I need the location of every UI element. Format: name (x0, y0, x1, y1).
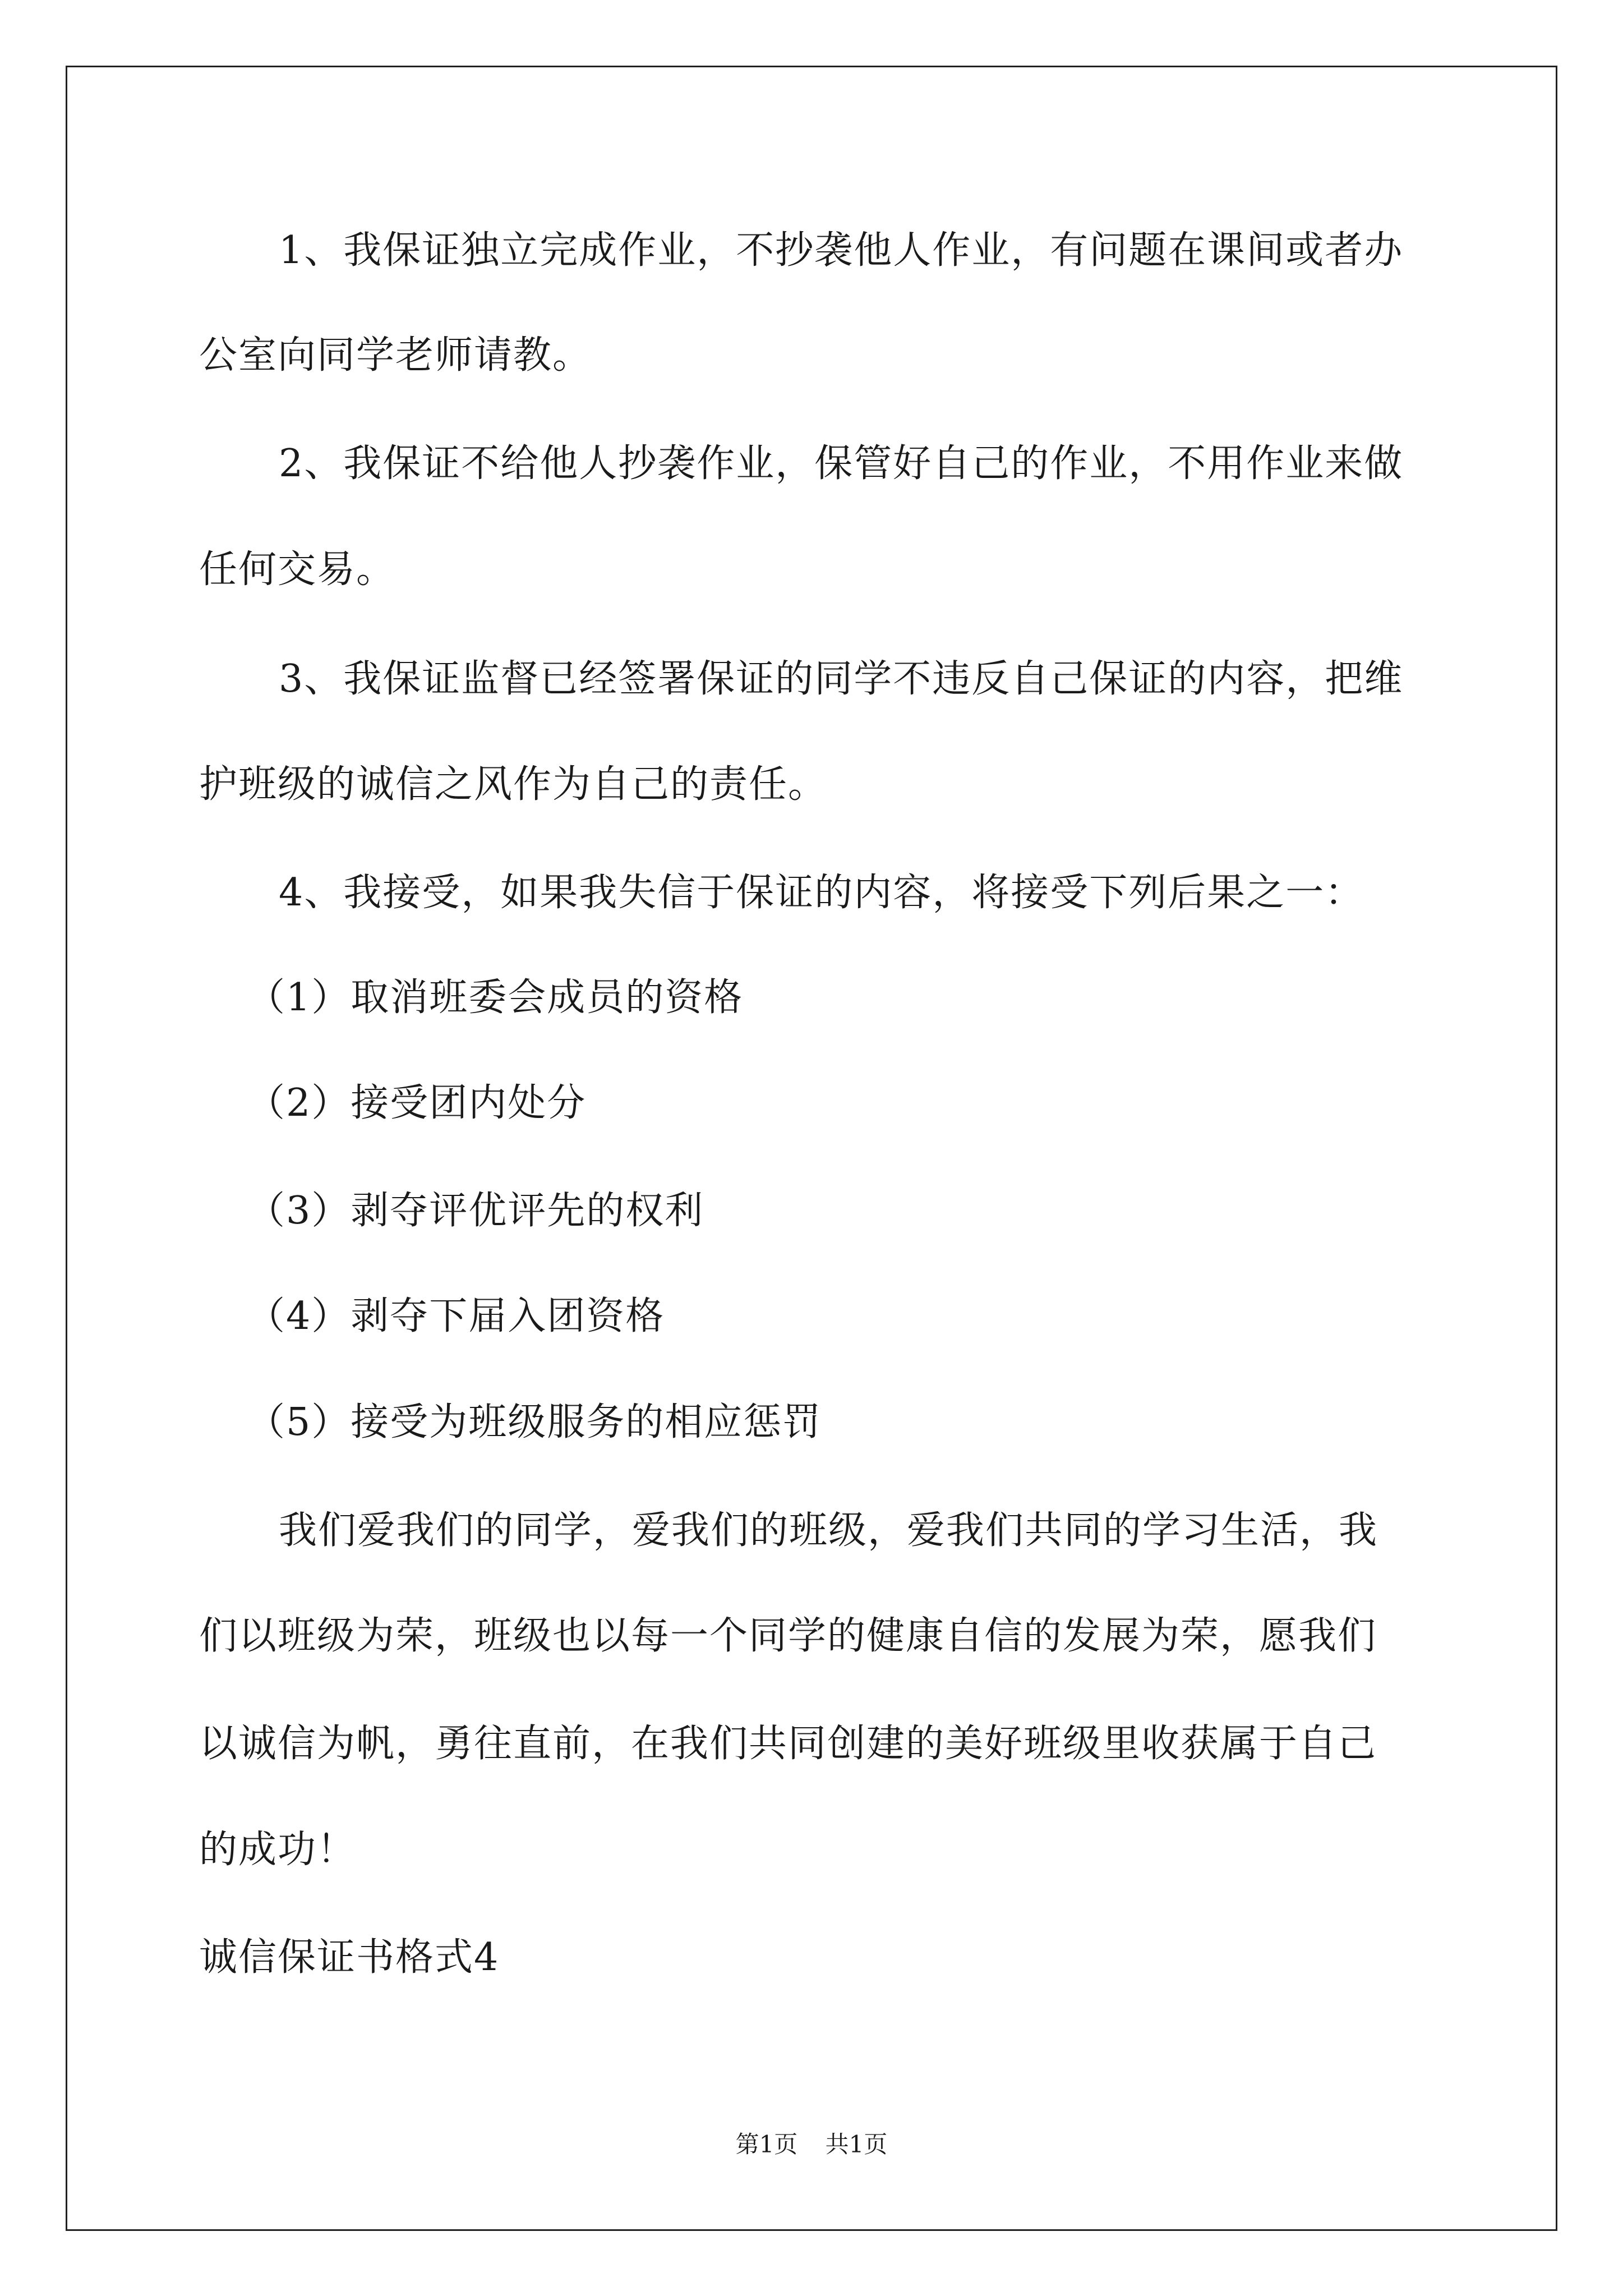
closing-line-4: 的成功！ (199, 1828, 357, 1872)
paragraph-3-line-1: 3、我保证监督已经签署保证的同学不违反自己保证的内容，把维 (279, 657, 1404, 701)
paragraph-1-line-1: 1、我保证独立完成作业，不抄袭他人作业，有问题在课间或者办 (279, 228, 1404, 273)
paragraph-3-line-2: 护班级的诚信之风作为自己的责任。 (199, 762, 828, 807)
section-heading: 诚信保证书格式4 (199, 1935, 500, 1980)
paragraph-4-line-1: 4、我接受，如果我失信于保证的内容，将接受下列后果之一： (279, 871, 1364, 915)
consequence-item: （4）剥夺下届入团资格 (247, 1294, 665, 1338)
consequence-item: （1）取消班委会成员的资格 (247, 976, 744, 1020)
paragraph-2-line-2: 任何交易。 (199, 547, 396, 592)
paragraph-1-line-2: 公室向同学老师请教。 (199, 333, 592, 378)
page-number-total: 共1页 (825, 2131, 888, 2158)
consequence-item: （3）剥夺评优评先的权利 (247, 1189, 704, 1233)
paragraph-2-line-1: 2、我保证不给他人抄袭作业，保管好自己的作业，不用作业来做 (279, 441, 1404, 486)
closing-line-2: 们以班级为荣，班级也以每一个同学的健康自信的发展为荣，愿我们 (199, 1614, 1377, 1658)
page-number-current: 第1页 (735, 2131, 798, 2158)
closing-line-1: 我们爱我们的同学，爱我们的班级，爱我们共同的学习生活，我 (279, 1508, 1378, 1553)
page-footer (0, 2133, 1623, 2156)
consequence-item: （2）接受团内处分 (247, 1081, 587, 1125)
page-border (66, 66, 1557, 2231)
consequence-item: （5）接受为班级服务的相应惩罚 (247, 1400, 822, 1444)
closing-line-3: 以诚信为帆，勇往直前，在我们共同创建的美好班级里收获属于自己 (199, 1722, 1377, 1766)
